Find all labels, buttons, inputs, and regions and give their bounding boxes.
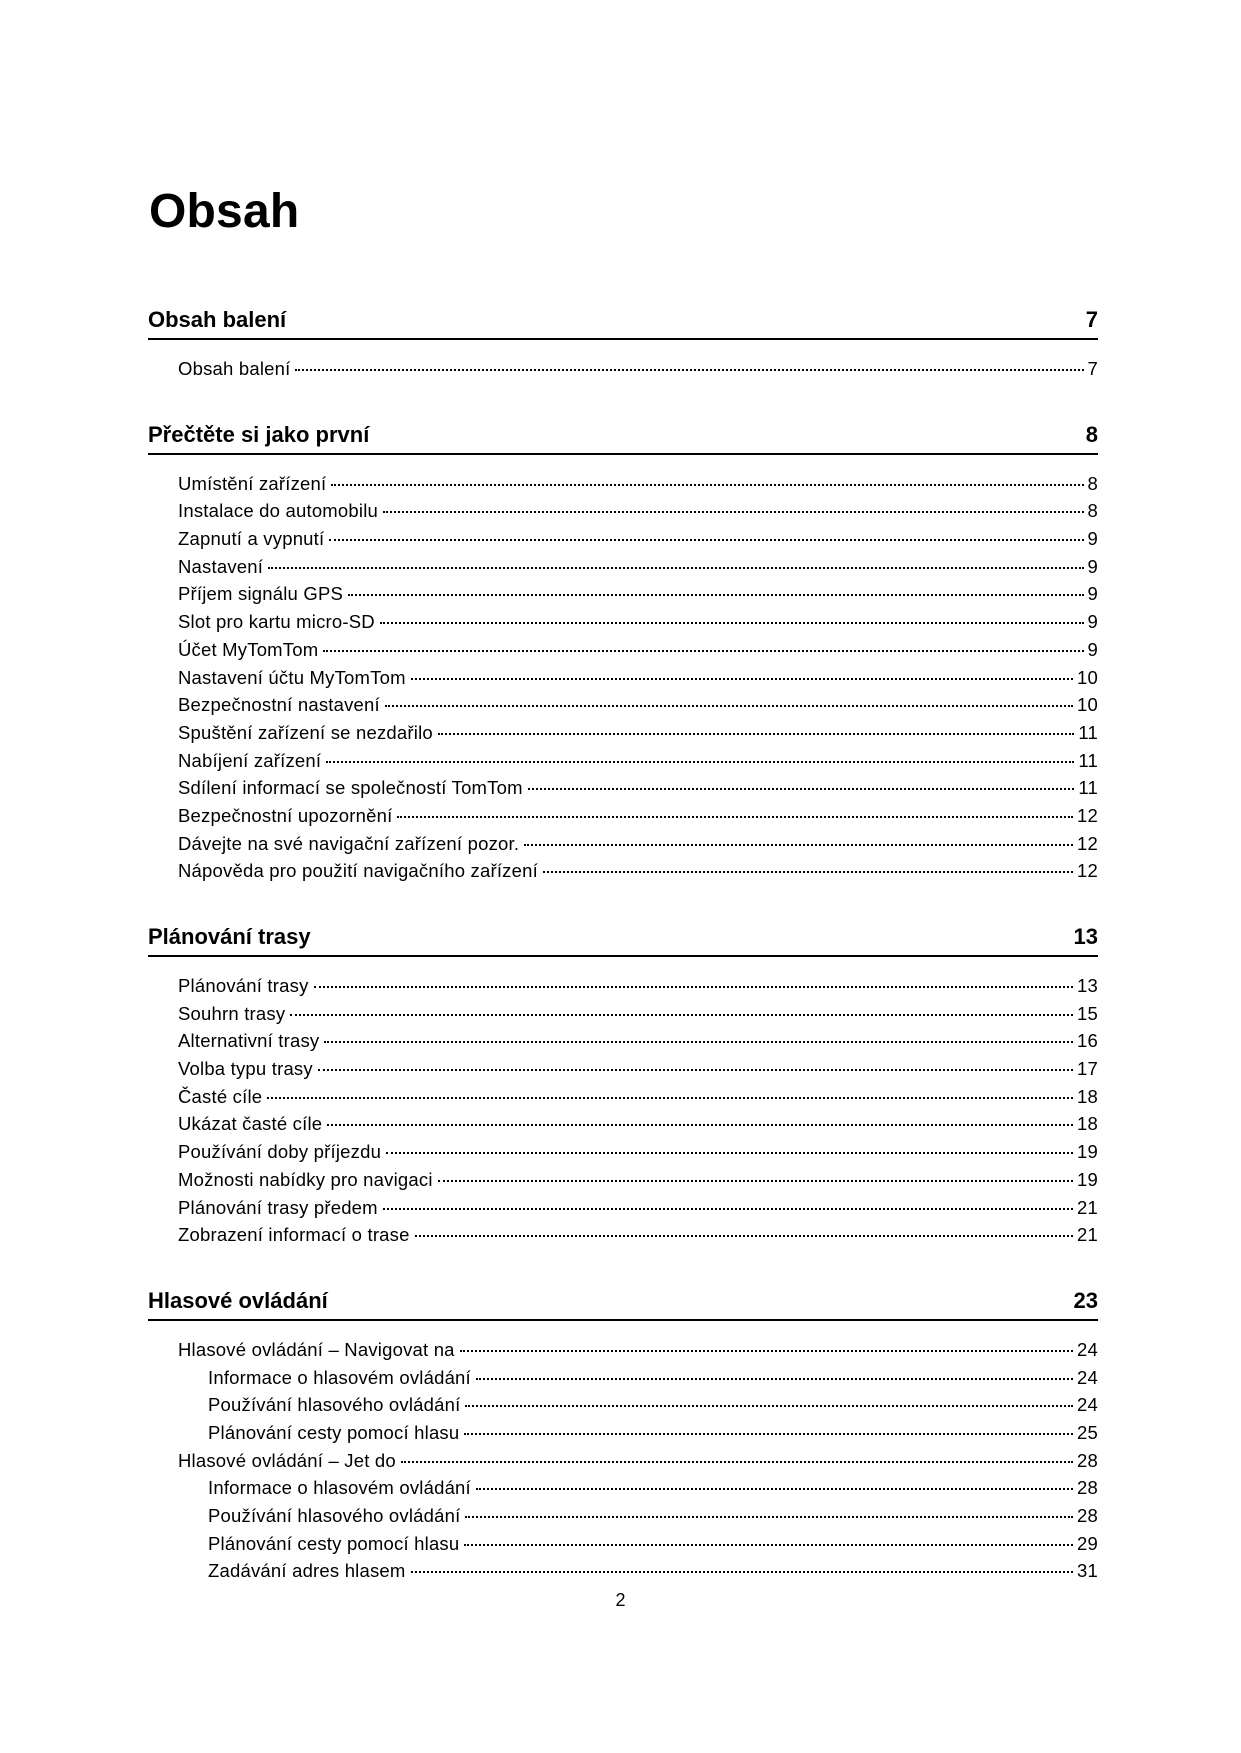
toc-entry[interactable] (148, 608, 1098, 636)
dot-leader (438, 733, 1075, 735)
toc-entry-label: Informace o hlasovém ovládání (208, 1366, 471, 1388)
toc-entry-label: Používání hlasového ovládání (208, 1394, 461, 1416)
toc-entry[interactable] (148, 1447, 1098, 1475)
toc-entry-page: 17 (1077, 1058, 1098, 1080)
toc-entry-label: Bezpečnostní nastavení (178, 694, 380, 716)
toc-section-title: Hlasové ovládání (148, 1287, 328, 1313)
toc-entry-page: 18 (1077, 1085, 1098, 1107)
dot-leader (543, 871, 1073, 873)
dot-leader (326, 761, 1074, 763)
dot-leader (465, 1405, 1073, 1407)
toc-entry[interactable] (148, 1000, 1098, 1028)
toc-section (148, 304, 1098, 383)
toc-entry-label: Sdílení informací se společností TomTom (178, 777, 523, 799)
toc-entry[interactable] (148, 1530, 1098, 1558)
toc-entry[interactable] (148, 525, 1098, 553)
dot-leader (314, 986, 1074, 988)
toc-entry[interactable] (148, 719, 1098, 747)
toc-entry[interactable] (148, 1474, 1098, 1502)
toc-entry[interactable] (148, 802, 1098, 830)
toc-entry-page: 19 (1077, 1168, 1098, 1190)
toc-entry[interactable] (148, 857, 1098, 885)
toc-entry[interactable] (148, 972, 1098, 1000)
toc-section (148, 1285, 1098, 1585)
toc-entry-label: Účet MyTomTom (178, 638, 319, 660)
toc-entry-label: Hlasové ovládání – Navigovat na (178, 1338, 455, 1360)
toc-entry[interactable] (148, 470, 1098, 498)
toc-entry[interactable] (148, 355, 1098, 383)
dot-leader (323, 650, 1083, 652)
toc-entry-page: 12 (1077, 804, 1098, 826)
dot-leader (464, 1433, 1073, 1435)
toc-entry[interactable] (148, 1138, 1098, 1166)
toc-entry-page: 12 (1077, 832, 1098, 854)
toc-entry-page: 11 (1078, 721, 1098, 743)
toc-entry[interactable] (148, 1027, 1098, 1055)
dot-leader (401, 1461, 1073, 1463)
toc-entry-page: 7 (1087, 358, 1098, 379)
toc-entry-label: Souhrn trasy (178, 1002, 286, 1024)
dot-leader (411, 1571, 1073, 1573)
toc-entry-page: 15 (1077, 1002, 1098, 1024)
toc-entry-page: 24 (1077, 1338, 1098, 1360)
dot-leader (348, 594, 1083, 596)
toc-entry-label: Alternativní trasy (178, 1030, 320, 1052)
toc-entry-page: 8 (1087, 472, 1098, 494)
toc-section-header[interactable] (148, 419, 1098, 455)
dot-leader (465, 1516, 1073, 1518)
toc-entry-label: Informace o hlasovém ovládání (208, 1477, 471, 1499)
dot-leader (318, 1069, 1073, 1071)
toc-section-header[interactable] (148, 1285, 1098, 1321)
dot-leader (268, 567, 1083, 569)
dot-leader (411, 678, 1073, 680)
dot-leader (329, 539, 1083, 541)
toc-entry-label: Časté cíle (178, 1085, 263, 1107)
toc-entry-page: 10 (1077, 666, 1098, 688)
dot-leader (464, 1544, 1073, 1546)
toc-entry-page: 21 (1077, 1196, 1098, 1218)
dot-leader (476, 1488, 1073, 1490)
toc-entry-page: 9 (1087, 555, 1098, 577)
dot-leader (380, 622, 1084, 624)
toc-entry-label: Zobrazení informací o trase (178, 1224, 410, 1246)
toc-entry[interactable] (148, 1055, 1098, 1083)
toc-entry-label: Spuštění zařízení se nezdařilo (178, 721, 433, 743)
dot-leader (383, 511, 1083, 513)
toc-entry-page: 9 (1087, 638, 1098, 660)
toc-entry-label: Nastavení účtu MyTomTom (178, 666, 406, 688)
toc-section-header[interactable] (148, 921, 1098, 957)
toc-entry[interactable] (148, 1166, 1098, 1194)
dot-leader (290, 1014, 1073, 1016)
toc-entry-label: Používání doby příjezdu (178, 1141, 382, 1163)
toc-entry-label: Ukázat časté cíle (178, 1113, 323, 1135)
toc-entry-page: 18 (1077, 1113, 1098, 1135)
toc-entry-label: Používání hlasového ovládání (208, 1505, 461, 1526)
dot-leader (295, 369, 1083, 371)
toc-entry[interactable] (148, 1194, 1098, 1222)
toc-entry-label: Bezpečnostní upozornění (178, 804, 393, 826)
dot-leader (331, 484, 1083, 486)
toc-section-page: 13 (1073, 924, 1098, 949)
toc-entry[interactable] (148, 636, 1098, 664)
toc-entry[interactable] (148, 664, 1098, 692)
dot-leader (385, 705, 1073, 707)
toc-entry-page: 13 (1077, 975, 1098, 996)
toc-entry-page: 28 (1077, 1505, 1098, 1526)
toc-entry-label: Plánování cesty pomocí hlasu (208, 1421, 460, 1443)
toc-entry[interactable] (148, 497, 1098, 525)
toc-entry-label: Nápověda pro použití navigačního zařízení (178, 860, 538, 882)
dot-leader (415, 1235, 1073, 1237)
toc-entry-page: 9 (1087, 611, 1098, 633)
toc-entry-page: 29 (1077, 1532, 1098, 1554)
toc-entry-label: Volba typu trasy (178, 1058, 313, 1080)
toc-entry-label: Instalace do automobilu (178, 500, 379, 522)
toc-section-page: 7 (1085, 307, 1098, 332)
toc-section-page: 23 (1073, 1287, 1098, 1313)
toc-entry[interactable] (148, 830, 1098, 858)
toc-entry-page: 9 (1087, 528, 1098, 550)
toc-section-title: Obsah balení (148, 307, 287, 332)
dot-leader (397, 816, 1073, 818)
toc-entry[interactable] (148, 1557, 1098, 1585)
toc-section-page: 8 (1085, 421, 1098, 447)
toc-entry[interactable] (148, 1391, 1098, 1419)
toc-entry-page: 28 (1077, 1477, 1098, 1499)
toc-section (148, 921, 1098, 1249)
toc-entry-label: Zadávání adres hlasem (208, 1560, 406, 1582)
toc-entry-page: 19 (1077, 1141, 1098, 1163)
toc-entry-label: Plánování trasy (178, 975, 309, 996)
toc-section-header[interactable] (148, 304, 1098, 340)
toc-entry-page: 31 (1077, 1560, 1098, 1582)
toc-entry-label: Příjem signálu GPS (178, 583, 344, 605)
toc-entry[interactable] (148, 1221, 1098, 1249)
toc-entry-label: Obsah balení (178, 358, 291, 379)
dot-leader (528, 788, 1075, 790)
toc-entry-label: Hlasové ovládání – Jet do (178, 1449, 396, 1471)
toc-section-title: Přečtěte si jako první (148, 421, 370, 447)
dot-leader (267, 1097, 1073, 1099)
toc-entry-label: Zapnutí a vypnutí (178, 528, 325, 550)
toc-entry-label: Dávejte na své navigační zařízení pozor. (178, 832, 520, 854)
dot-leader (386, 1152, 1073, 1154)
toc-entry[interactable] (148, 691, 1098, 719)
toc-entry-page: 10 (1077, 694, 1098, 716)
toc-entry[interactable] (148, 1083, 1098, 1111)
toc-entry[interactable] (148, 1110, 1098, 1138)
toc-entry-page: 28 (1077, 1449, 1098, 1471)
page-number: 2 (615, 1590, 626, 1610)
toc-entry[interactable] (148, 553, 1098, 581)
toc-entry-page: 8 (1087, 500, 1098, 522)
toc-entry[interactable] (148, 747, 1098, 775)
table-of-contents (148, 304, 1098, 1621)
dot-leader (524, 844, 1073, 846)
toc-entry[interactable] (148, 1364, 1098, 1392)
toc-entry-page: 11 (1078, 749, 1098, 771)
toc-entry-label: Umístění zařízení (178, 472, 327, 494)
toc-entry-page: 16 (1077, 1030, 1098, 1052)
dot-leader (327, 1124, 1073, 1126)
toc-entry-page: 24 (1077, 1394, 1098, 1416)
toc-entry-label: Nabíjení zařízení (178, 749, 322, 771)
toc-entry-page: 12 (1077, 860, 1098, 882)
dot-leader (476, 1378, 1073, 1380)
toc-entry-label: Nastavení (178, 555, 264, 577)
toc-entry-label: Možnosti nabídky pro navigaci (178, 1168, 433, 1190)
toc-section-title: Plánování trasy (148, 924, 311, 949)
dot-leader (460, 1350, 1073, 1352)
toc-entry[interactable] (148, 774, 1098, 802)
toc-entry-label: Slot pro kartu micro-SD (178, 611, 375, 633)
toc-entry-page: 21 (1077, 1224, 1098, 1246)
toc-entry-page: 9 (1087, 583, 1098, 605)
toc-entry[interactable] (148, 1502, 1098, 1530)
toc-entry-label: Plánování cesty pomocí hlasu (208, 1532, 460, 1554)
toc-entry-page: 24 (1077, 1366, 1098, 1388)
page-title: Obsah (149, 185, 300, 238)
toc-section (148, 419, 1098, 885)
dot-leader (324, 1041, 1073, 1043)
toc-entry-page: 25 (1077, 1421, 1098, 1443)
toc-entry[interactable] (148, 580, 1098, 608)
toc-entry[interactable] (148, 1336, 1098, 1364)
dot-leader (438, 1180, 1073, 1182)
toc-entry[interactable] (148, 1419, 1098, 1447)
toc-entry-label: Plánování trasy předem (178, 1196, 378, 1218)
toc-entry-page: 11 (1078, 777, 1098, 799)
dot-leader (383, 1208, 1073, 1210)
